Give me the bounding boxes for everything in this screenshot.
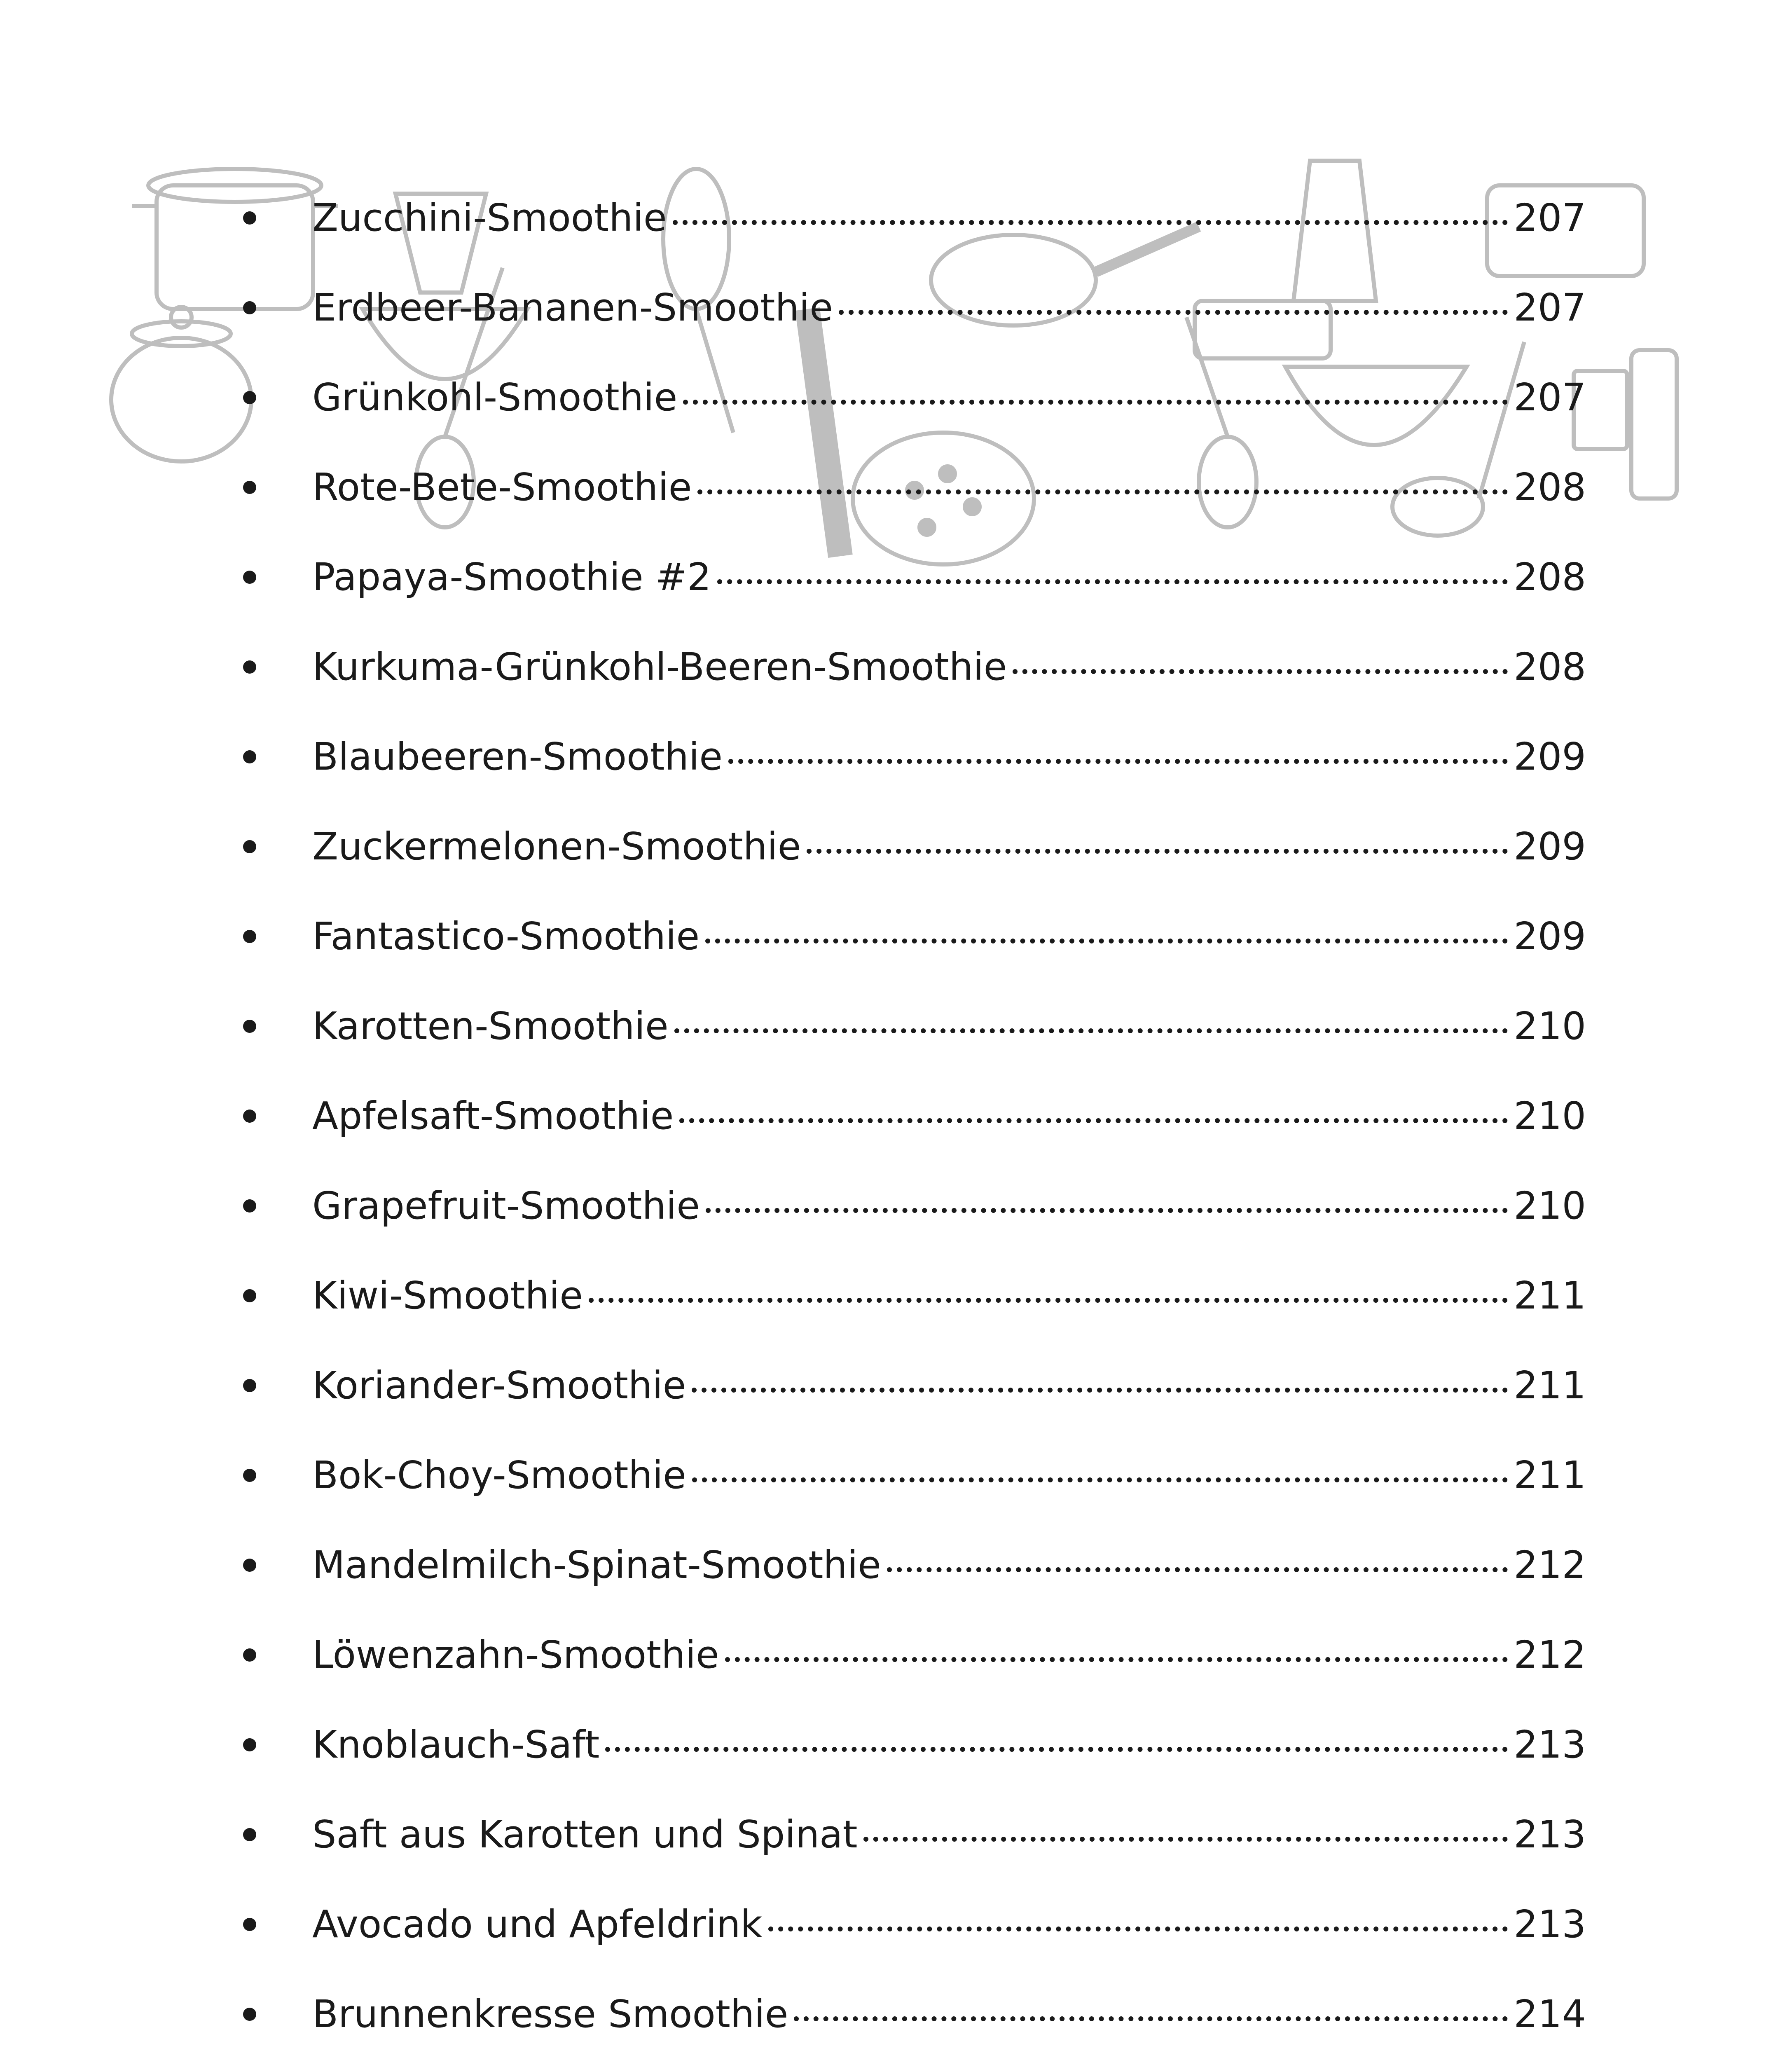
toc-entry-row [312, 1633, 1586, 1677]
toc-entry-row [312, 1094, 1586, 1138]
toc-entry-page-number: 210 [1514, 1004, 1586, 1048]
toc-entry-row [312, 1453, 1586, 1497]
toc-entry-page-number: 208 [1514, 645, 1586, 689]
bullet-icon [243, 840, 256, 853]
toc-entry-row [312, 914, 1586, 958]
toc-entry[interactable] [243, 622, 1586, 712]
toc-entry[interactable] [243, 1251, 1586, 1341]
toc-entry-page-number: 207 [1514, 375, 1586, 419]
toc-entry-page-number: 207 [1514, 196, 1586, 240]
toc-entry-page-number: 211 [1514, 1273, 1586, 1318]
bullet-icon [243, 1918, 256, 1931]
bullet-icon [243, 1110, 256, 1123]
toc-entry-title: Bok-Choy-Smoothie [312, 1453, 686, 1497]
dot-leader [674, 1028, 1508, 1033]
toc-entry[interactable] [243, 1430, 1586, 1520]
toc-entry-title: Kiwi-Smoothie [312, 1273, 583, 1318]
toc-entry-title: Papaya-Smoothie #2 [312, 555, 711, 599]
toc-entry-row [312, 375, 1586, 419]
toc-entry[interactable] [243, 442, 1586, 532]
toc-entry-title: Zucchini-Smoothie [312, 196, 667, 240]
dot-leader [768, 1927, 1508, 1931]
bullet-icon [243, 1289, 256, 1302]
toc-entry-title: Saft aus Karotten und Spinat [312, 1812, 858, 1856]
toc-entry[interactable] [243, 263, 1586, 353]
toc-entry[interactable] [243, 1341, 1586, 1430]
toc-entry[interactable] [243, 981, 1586, 1071]
toc-entry-title: Kurkuma-Grünkohl-Beeren-Smoothie [312, 645, 1007, 689]
dot-leader [863, 1837, 1508, 1842]
toc-entry[interactable] [243, 1790, 1586, 1880]
toc-entry[interactable] [243, 1161, 1586, 1251]
toc-entry-page-number: 209 [1514, 914, 1586, 958]
toc-entry-row [312, 1992, 1586, 2036]
dot-leader [605, 1747, 1508, 1752]
bullet-icon [243, 1559, 256, 1572]
toc-entry-title: Grapefruit-Smoothie [312, 1184, 700, 1228]
dot-leader [717, 579, 1508, 584]
bullet-icon [243, 481, 256, 494]
toc-entry-title: Apfelsaft-Smoothie [312, 1094, 674, 1138]
dot-leader [728, 759, 1508, 764]
toc-entry[interactable] [243, 1700, 1586, 1790]
toc-entry-row [312, 1543, 1586, 1587]
dot-leader [683, 400, 1508, 405]
bullet-icon [243, 660, 256, 674]
dot-leader [725, 1657, 1508, 1662]
bullet-icon [243, 1738, 256, 1751]
toc-entry-title: Erdbeer-Bananen-Smoothie [312, 286, 833, 330]
toc-entry-page-number: 209 [1514, 735, 1586, 779]
toc-entry-page-number: 207 [1514, 286, 1586, 330]
bullet-icon [243, 211, 256, 225]
toc-entry-title: Grünkohl-Smoothie [312, 375, 678, 419]
toc-entry-title: Blaubeeren-Smoothie [312, 735, 723, 779]
toc-entry-page-number: 210 [1514, 1094, 1586, 1138]
toc-entry[interactable] [243, 532, 1586, 622]
table-of-contents [243, 173, 1586, 2060]
toc-entry-title: Avocado und Apfeldrink [312, 1902, 763, 1946]
toc-entry[interactable] [243, 1880, 1586, 1969]
toc-entry[interactable] [243, 1520, 1586, 1610]
toc-entry-row [312, 196, 1586, 240]
dot-leader [589, 1298, 1508, 1303]
toc-entry[interactable] [243, 173, 1586, 263]
toc-entry-page-number: 210 [1514, 1184, 1586, 1228]
bullet-icon [243, 571, 256, 584]
toc-entry-row [312, 1812, 1586, 1856]
dot-leader [673, 220, 1508, 225]
toc-entry-row [312, 1363, 1586, 1407]
toc-entry-title: Koriander-Smoothie [312, 1363, 686, 1407]
toc-entry-row [312, 1004, 1586, 1048]
toc-entry[interactable] [243, 712, 1586, 802]
bullet-icon [243, 1469, 256, 1482]
toc-entry-page-number: 211 [1514, 1363, 1586, 1407]
dot-leader [839, 310, 1508, 315]
dot-leader [692, 1388, 1508, 1393]
toc-entry-page-number: 208 [1514, 555, 1586, 599]
toc-entry-title: Karotten-Smoothie [312, 1004, 669, 1048]
toc-entry-page-number: 208 [1514, 465, 1586, 509]
toc-entry-title: Mandelmilch-Spinat-Smoothie [312, 1543, 881, 1587]
dot-leader [679, 1118, 1508, 1123]
toc-entry-title: Löwenzahn-Smoothie [312, 1633, 719, 1677]
toc-entry-row [312, 1184, 1586, 1228]
bullet-icon [243, 301, 256, 314]
bullet-icon [243, 1379, 256, 1392]
toc-entry-row [312, 465, 1586, 509]
toc-entry-page-number: 209 [1514, 824, 1586, 868]
dot-leader [807, 849, 1508, 854]
toc-entry-page-number: 211 [1514, 1453, 1586, 1497]
toc-entry[interactable] [243, 802, 1586, 892]
toc-entry-title: Brunnenkresse Smoothie [312, 1992, 788, 2036]
toc-entry-title: Zuckermelonen-Smoothie [312, 824, 801, 868]
toc-entry-title: Rote-Bete-Smoothie [312, 465, 692, 509]
toc-entry-row [312, 1723, 1586, 1767]
toc-entry-page-number: 212 [1514, 1633, 1586, 1677]
toc-entry-row [312, 555, 1586, 599]
toc-entry-row [312, 735, 1586, 779]
toc-entry-row [312, 286, 1586, 330]
toc-entry[interactable] [243, 1610, 1586, 1700]
dot-leader [706, 1208, 1508, 1213]
toc-entry-page-number: 213 [1514, 1812, 1586, 1856]
toc-entry-page-number: 214 [1514, 1992, 1586, 2036]
dot-leader [705, 939, 1508, 943]
toc-entry[interactable] [243, 1969, 1586, 2059]
toc-entry[interactable] [243, 892, 1586, 981]
bullet-icon [243, 2008, 256, 2021]
bullet-icon [243, 750, 256, 763]
toc-entry-row [312, 645, 1586, 689]
bullet-icon [243, 1199, 256, 1213]
dot-leader [887, 1567, 1508, 1572]
bullet-icon [243, 930, 256, 943]
toc-entry-title: Knoblauch-Saft [312, 1723, 600, 1767]
toc-entry[interactable] [243, 1071, 1586, 1161]
toc-entry-row [312, 1902, 1586, 1946]
bullet-icon [243, 1828, 256, 1841]
dot-leader [794, 2016, 1508, 2021]
toc-entry-page-number: 213 [1514, 1902, 1586, 1946]
dot-leader [692, 1477, 1508, 1482]
toc-entry-page-number: 212 [1514, 1543, 1586, 1587]
bullet-icon [243, 391, 256, 404]
toc-entry[interactable] [243, 353, 1586, 442]
dot-leader [1013, 669, 1508, 674]
toc-entry-page-number: 213 [1514, 1723, 1586, 1767]
bullet-icon [243, 1020, 256, 1033]
toc-entry-row [312, 1273, 1586, 1318]
toc-entry-row [312, 824, 1586, 868]
bullet-icon [243, 1648, 256, 1662]
dot-leader [697, 489, 1508, 494]
toc-entry-title: Fantastico-Smoothie [312, 914, 700, 958]
